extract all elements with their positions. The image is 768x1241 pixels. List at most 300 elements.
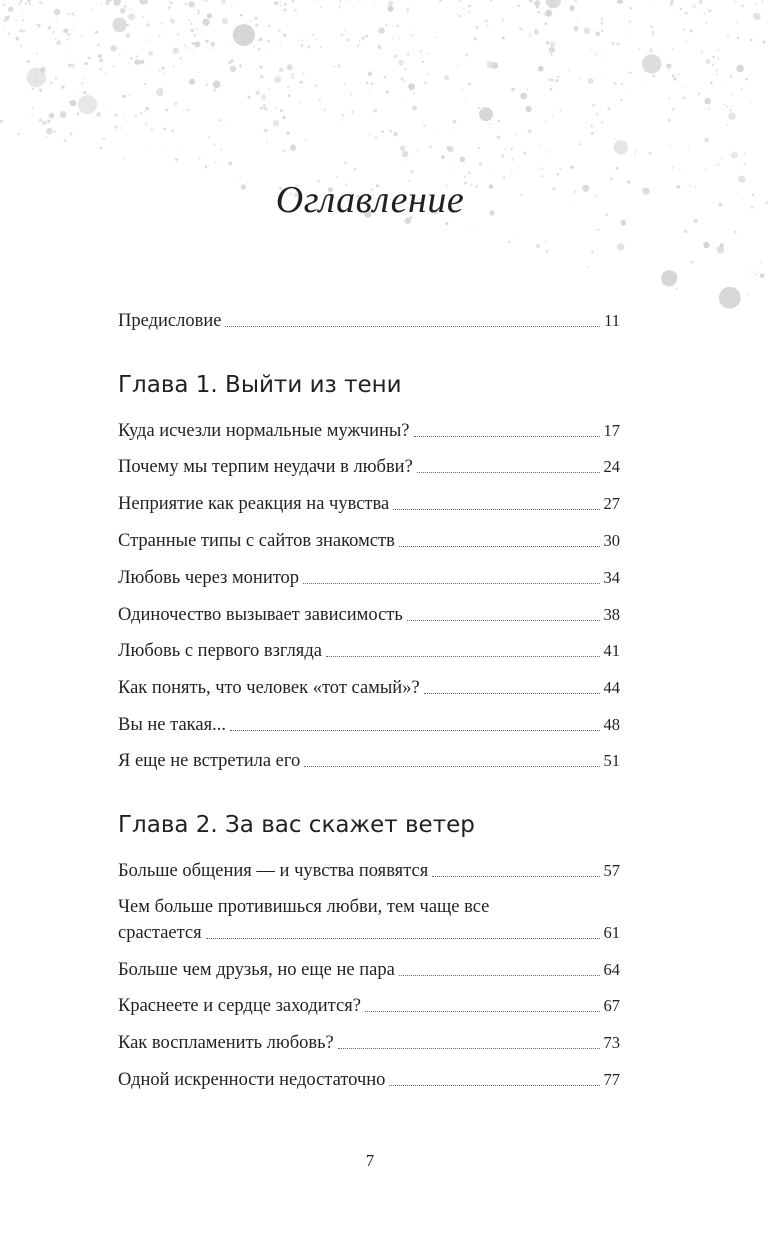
speckle-dot xyxy=(39,89,42,92)
speckle-dot xyxy=(629,72,631,74)
speckle-dot xyxy=(630,7,632,9)
speckle-dot xyxy=(267,40,270,43)
speckle-dot xyxy=(180,57,182,59)
dot-leader xyxy=(206,938,600,939)
speckle-dot xyxy=(755,274,757,276)
speckle-dot xyxy=(627,31,628,32)
speckle-dot xyxy=(745,78,748,81)
speckle-dot xyxy=(741,88,743,90)
speckle-dot xyxy=(683,29,685,31)
speckle-dot xyxy=(85,62,88,65)
speckle-dot xyxy=(75,94,76,95)
dot-leader xyxy=(417,472,600,473)
speckle-dot xyxy=(307,46,310,49)
speckle-dot xyxy=(38,25,41,28)
speckle-dot xyxy=(98,54,102,58)
speckle-dot xyxy=(339,6,342,9)
speckle-dot xyxy=(113,66,115,68)
speckle-dot xyxy=(320,46,322,48)
speckle-dot xyxy=(402,102,403,103)
speckle-dot xyxy=(560,168,562,170)
speckle-dot xyxy=(422,61,424,63)
speckle-dot xyxy=(479,162,482,165)
chapter-heading-2[interactable]: Глава 2. За вас скажет ветер xyxy=(118,812,475,838)
speckle-dot xyxy=(497,120,500,123)
speckle-dot xyxy=(67,39,69,41)
speckle-dot xyxy=(202,0,203,1)
speckle-dot xyxy=(25,2,27,4)
toc-entry[interactable] xyxy=(118,746,620,772)
speckle-dot xyxy=(712,56,715,59)
speckle-dot xyxy=(287,132,290,135)
speckle-dot xyxy=(614,138,615,139)
speckle-dot xyxy=(545,23,548,26)
speckle-dot xyxy=(548,79,550,81)
speckle-dot xyxy=(756,3,758,5)
speckle-dot xyxy=(384,76,387,79)
speckle-dot xyxy=(652,75,655,78)
speckle-dot xyxy=(354,168,356,170)
speckle-dot xyxy=(487,25,489,27)
toc-entry-page: 77 xyxy=(603,1070,620,1089)
speckle-dot xyxy=(597,229,599,231)
speckle-dot xyxy=(46,128,53,135)
speckle-dot xyxy=(684,230,687,233)
speckle-dot xyxy=(320,6,322,8)
speckle-dot xyxy=(114,126,117,129)
speckle-dot xyxy=(266,141,268,143)
speckle-dot xyxy=(718,49,720,51)
speckle-dot xyxy=(517,4,520,7)
speckle-dot xyxy=(579,143,582,146)
speckle-dot xyxy=(482,165,483,166)
toc-entry-label: Одиночество вызывает зависимость xyxy=(118,605,403,625)
speckle-dot xyxy=(49,113,55,119)
speckle-dot xyxy=(129,9,131,11)
speckle-dot xyxy=(404,81,406,83)
toc-entry[interactable] xyxy=(118,918,620,944)
speckle-dot xyxy=(441,155,445,159)
speckle-dot xyxy=(144,83,146,85)
speckle-dot xyxy=(52,31,54,33)
speckle-dot xyxy=(591,132,594,135)
speckle-dot xyxy=(16,37,19,40)
dot-leader xyxy=(399,546,600,547)
speckle-dot xyxy=(546,250,549,253)
speckle-dot xyxy=(40,67,46,73)
speckle-dot xyxy=(375,136,377,138)
speckle-dot xyxy=(173,65,175,67)
toc-entry-label: Я еще не встретила его xyxy=(118,751,301,771)
speckle-dot xyxy=(108,0,111,2)
toc-entry[interactable] xyxy=(118,563,620,589)
speckle-dot xyxy=(67,13,70,16)
speckle-dot xyxy=(67,33,70,36)
speckle-dot xyxy=(369,92,371,94)
speckle-dot xyxy=(552,1,554,3)
speckle-dot xyxy=(91,9,92,10)
speckle-dot xyxy=(670,3,673,6)
speckle-dot xyxy=(579,77,581,79)
chapter-heading-1[interactable]: Глава 1. Выйти из тени xyxy=(118,372,402,398)
speckle-dot xyxy=(762,1,764,3)
speckle-dot xyxy=(257,40,259,42)
speckle-dot xyxy=(170,19,175,24)
speckle-dot xyxy=(541,168,543,170)
toc-entry-label: Одной искренности недостаточно xyxy=(118,1070,386,1090)
speckle-dot xyxy=(191,29,195,33)
speckle-dot xyxy=(305,139,307,141)
speckle-dot xyxy=(485,19,488,22)
toc-entry-page: 61 xyxy=(603,923,620,942)
toc-entry-preface[interactable] xyxy=(118,306,620,332)
speckle-dot xyxy=(550,41,556,47)
toc-entry[interactable] xyxy=(118,416,620,442)
speckle-dot xyxy=(596,113,599,116)
speckle-dot xyxy=(276,2,279,5)
toc-entry-page: 11 xyxy=(604,311,620,330)
speckle-dot xyxy=(287,86,289,88)
speckle-dot xyxy=(690,261,693,264)
speckle-dot xyxy=(666,64,671,69)
speckle-dot xyxy=(752,194,754,196)
speckle-dot xyxy=(718,58,720,60)
speckle-dot xyxy=(302,40,304,42)
speckle-dot xyxy=(518,233,519,234)
speckle-dot xyxy=(161,66,164,69)
speckle-dot xyxy=(526,106,532,112)
speckle-dot xyxy=(100,68,103,71)
speckle-dot xyxy=(609,109,610,110)
speckle-dot xyxy=(255,91,260,96)
speckle-dot xyxy=(196,28,198,30)
speckle-dot xyxy=(123,158,125,160)
speckle-dot xyxy=(293,144,294,145)
speckle-dot xyxy=(53,130,55,132)
toc-entry-page: 41 xyxy=(603,641,620,660)
speckle-dot xyxy=(406,8,409,11)
speckle-dot xyxy=(135,115,137,117)
speckle-dot xyxy=(716,73,718,75)
speckle-dot xyxy=(668,118,671,121)
speckle-dot xyxy=(751,271,753,273)
speckle-dot xyxy=(72,30,73,31)
speckle-dot xyxy=(315,84,317,86)
speckle-dot xyxy=(750,39,753,42)
speckle-dot xyxy=(682,87,684,89)
speckle-dot xyxy=(218,119,221,122)
speckle-dot xyxy=(260,135,261,136)
speckle-dot xyxy=(129,95,130,96)
speckle-dot xyxy=(410,34,412,36)
toc-entry-page: 67 xyxy=(603,996,620,1015)
speckle-dot xyxy=(592,104,595,107)
speckle-dot xyxy=(708,9,711,12)
speckle-dot xyxy=(36,53,38,55)
speckle-dot xyxy=(119,54,121,56)
speckle-dot xyxy=(300,81,303,84)
speckle-dot xyxy=(115,114,118,117)
toc-entry-page: 64 xyxy=(603,960,620,979)
speckle-dot xyxy=(559,110,561,112)
speckle-dot xyxy=(638,48,640,50)
speckle-dot xyxy=(145,122,147,124)
speckle-dot xyxy=(338,65,341,68)
speckle-dot xyxy=(703,242,709,248)
speckle-dot xyxy=(171,130,174,133)
speckle-dot xyxy=(315,39,317,41)
speckle-dot xyxy=(723,80,724,81)
speckle-dot xyxy=(394,55,397,58)
speckle-dot xyxy=(731,152,738,159)
speckle-dot xyxy=(46,136,48,138)
speckle-dot xyxy=(163,72,164,73)
speckle-dot xyxy=(283,34,286,37)
speckle-dot xyxy=(23,30,25,32)
speckle-dot xyxy=(189,79,195,85)
speckle-dot xyxy=(275,76,282,83)
speckle-dot xyxy=(719,287,741,309)
speckle-dot xyxy=(424,82,426,84)
speckle-dot xyxy=(730,109,732,111)
speckle-dot xyxy=(129,63,130,64)
speckle-dot xyxy=(192,52,193,53)
speckle-dot xyxy=(652,33,654,35)
dot-leader xyxy=(414,436,600,437)
speckle-dot xyxy=(55,38,56,39)
speckle-dot xyxy=(672,167,674,169)
speckle-dot xyxy=(0,120,3,123)
speckle-dot xyxy=(55,78,57,80)
speckle-dot xyxy=(502,36,505,39)
speckle-dot xyxy=(428,73,430,75)
speckle-dot xyxy=(3,4,5,6)
speckle-dot xyxy=(8,33,10,35)
speckle-dot xyxy=(519,27,522,30)
speckle-dot xyxy=(146,41,148,43)
speckle-dot xyxy=(588,78,594,84)
toc-entry-page: 27 xyxy=(603,494,620,513)
speckle-dot xyxy=(557,76,559,78)
speckle-dot xyxy=(587,266,589,268)
speckle-dot xyxy=(283,149,286,152)
speckle-dot xyxy=(741,5,744,8)
speckle-dot xyxy=(393,132,397,136)
speckle-dot xyxy=(112,18,127,33)
speckle-dot xyxy=(471,231,473,233)
speckle-dot xyxy=(324,109,326,111)
toc-entry[interactable] xyxy=(118,526,620,552)
speckle-dot xyxy=(652,31,654,33)
toc-entry-page: 24 xyxy=(603,457,620,476)
speckle-dot xyxy=(600,18,603,21)
speckle-dot xyxy=(523,151,526,154)
speckle-dot xyxy=(346,39,349,42)
speckle-dot xyxy=(731,93,733,95)
toc-entry[interactable] xyxy=(118,636,620,662)
speckle-dot xyxy=(170,18,172,20)
speckle-dot xyxy=(407,13,408,14)
speckle-dot xyxy=(264,129,267,132)
speckle-dot xyxy=(220,149,222,151)
speckle-dot xyxy=(550,78,553,81)
speckle-dot xyxy=(545,10,552,17)
speckle-dot xyxy=(455,130,456,131)
speckle-dot xyxy=(280,109,283,112)
toc-entry[interactable] xyxy=(118,673,620,699)
speckle-dot xyxy=(339,0,341,2)
speckle-dot xyxy=(728,113,735,120)
toc-entry[interactable] xyxy=(118,1065,620,1091)
speckle-dot xyxy=(136,55,138,57)
speckle-dot xyxy=(291,76,294,79)
speckle-dot xyxy=(448,167,450,169)
toc-entry-page: 57 xyxy=(603,861,620,880)
dot-leader xyxy=(424,693,600,694)
speckle-dot xyxy=(703,13,705,15)
speckle-dot xyxy=(284,8,287,11)
toc-entry[interactable] xyxy=(118,452,620,478)
speckle-dot xyxy=(552,115,553,116)
speckle-dot xyxy=(546,1,548,3)
speckle-dot xyxy=(591,251,594,254)
speckle-dot xyxy=(706,59,711,64)
speckle-dot xyxy=(259,38,262,41)
speckle-dot xyxy=(100,3,102,5)
speckle-dot xyxy=(208,136,210,138)
speckle-dot xyxy=(546,41,549,44)
speckle-dot xyxy=(617,43,620,46)
speckle-dot xyxy=(259,66,262,69)
speckle-dot xyxy=(279,45,281,47)
speckle-dot xyxy=(753,13,761,21)
speckle-dot xyxy=(32,107,34,109)
speckle-dot xyxy=(407,53,409,55)
toc-entry[interactable] xyxy=(118,710,620,736)
speckle-dot xyxy=(705,168,707,170)
speckle-dot xyxy=(149,66,150,67)
speckle-dot xyxy=(159,35,161,37)
speckle-dot xyxy=(716,70,718,72)
speckle-dot xyxy=(163,127,166,130)
speckle-dot xyxy=(465,53,468,56)
speckle-dot xyxy=(550,53,552,55)
speckle-dot xyxy=(18,133,20,135)
toc-entry-page: 48 xyxy=(603,715,620,734)
speckle-dot xyxy=(601,121,604,124)
speckle-dot xyxy=(538,66,544,72)
speckle-dot xyxy=(534,0,540,6)
toc-entry-label: срастается xyxy=(118,923,202,943)
speckle-dot xyxy=(573,26,578,31)
speckle-dot xyxy=(468,172,470,174)
speckle-dot xyxy=(679,168,680,169)
speckle-dot xyxy=(616,2,617,3)
speckle-dot xyxy=(215,162,217,164)
speckle-dot xyxy=(299,102,301,104)
speckle-dot xyxy=(284,3,287,6)
speckle-decoration xyxy=(0,0,768,320)
speckle-dot xyxy=(255,17,258,20)
speckle-dot xyxy=(387,6,393,12)
speckle-dot xyxy=(693,5,696,8)
toc-entry[interactable] xyxy=(118,955,620,981)
speckle-dot xyxy=(344,161,347,164)
speckle-dot xyxy=(263,104,266,107)
speckle-dot xyxy=(611,42,614,45)
speckle-dot xyxy=(720,243,724,247)
dot-leader xyxy=(399,975,600,976)
toc-entry-label: Любовь с первого взгляда xyxy=(118,641,322,661)
speckle-dot xyxy=(584,27,591,34)
toc-entry[interactable] xyxy=(118,600,620,626)
speckle-dot xyxy=(568,70,570,72)
speckle-dot xyxy=(48,26,51,29)
speckle-dot xyxy=(205,166,208,169)
speckle-dot xyxy=(726,124,728,126)
speckle-dot xyxy=(557,173,560,176)
speckle-dot xyxy=(649,48,653,52)
speckle-dot xyxy=(417,150,419,152)
speckle-dot xyxy=(239,64,242,67)
speckle-dot xyxy=(287,64,293,70)
toc-entry-label: Как понять, что человек «тот самый»? xyxy=(118,678,420,698)
speckle-dot xyxy=(260,107,263,110)
speckle-dot xyxy=(726,106,728,108)
speckle-dot xyxy=(545,240,547,242)
speckle-dot xyxy=(676,288,678,290)
speckle-dot xyxy=(385,24,388,27)
speckle-dot xyxy=(81,35,83,37)
speckle-dot xyxy=(359,40,361,42)
speckle-dot xyxy=(260,75,264,79)
dot-leader xyxy=(407,620,600,621)
speckle-dot xyxy=(412,2,413,3)
speckle-dot xyxy=(750,101,751,102)
speckle-dot xyxy=(213,88,216,91)
speckle-dot xyxy=(373,4,375,6)
speckle-dot xyxy=(408,86,410,88)
speckle-dot xyxy=(497,136,500,139)
speckle-dot xyxy=(190,23,192,25)
speckle-dot xyxy=(168,6,171,9)
toc-entry-label-line1[interactable]: Чем больше противишься любви, тем чаще все xyxy=(118,897,490,917)
speckle-dot xyxy=(221,0,226,4)
speckle-dot xyxy=(253,45,256,48)
speckle-dot xyxy=(398,60,404,66)
toc-entry-label: Куда исчезли нормальные мужчины? xyxy=(118,421,410,441)
dot-leader xyxy=(326,656,600,657)
speckle-dot xyxy=(150,149,152,151)
toc-entry[interactable] xyxy=(118,991,620,1017)
speckle-dot xyxy=(683,96,686,99)
speckle-dot xyxy=(490,0,492,2)
toc-entry[interactable] xyxy=(118,1028,620,1054)
speckle-dot xyxy=(276,108,278,110)
speckle-dot xyxy=(42,121,46,125)
speckle-dot xyxy=(294,9,297,12)
speckle-dot xyxy=(577,19,578,20)
toc-entry[interactable] xyxy=(118,856,620,882)
speckle-dot xyxy=(240,14,243,17)
speckle-dot xyxy=(511,173,513,175)
speckle-dot xyxy=(344,83,346,85)
toc-entry[interactable] xyxy=(118,489,620,515)
speckle-dot xyxy=(407,159,408,160)
speckle-dot xyxy=(145,1,148,4)
speckle-dot xyxy=(716,247,717,248)
toc-entry-label: Краснеете и сердце заходится? xyxy=(118,996,361,1016)
